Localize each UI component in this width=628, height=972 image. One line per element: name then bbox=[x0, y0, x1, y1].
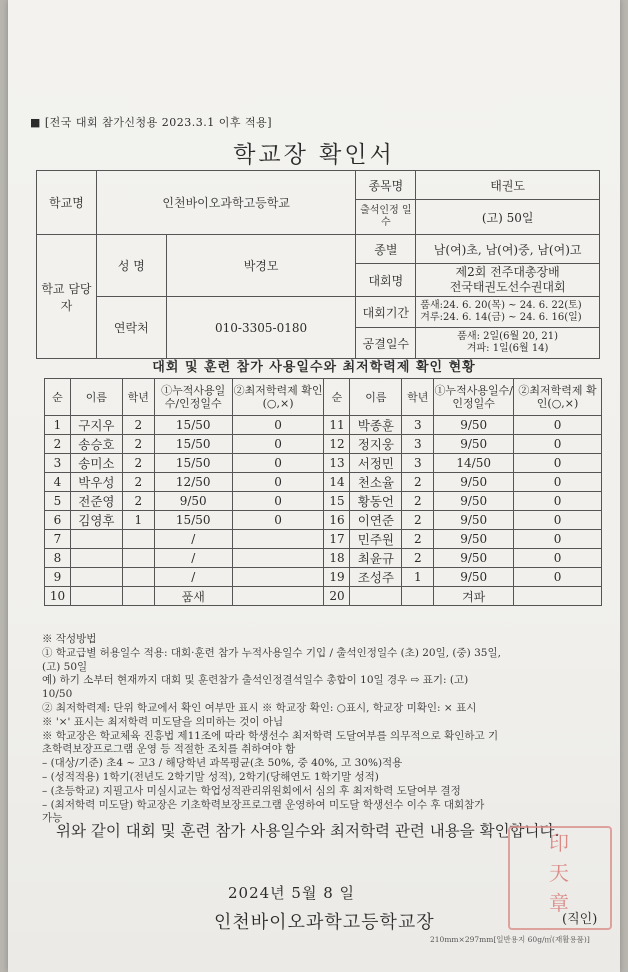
cell-days: 품새 bbox=[154, 587, 232, 606]
cell-name bbox=[350, 587, 402, 606]
cell-no: 20 bbox=[324, 587, 350, 606]
cell-no: 7 bbox=[45, 530, 71, 549]
cell-grade: 1 bbox=[402, 568, 434, 587]
cell-check: 0 bbox=[514, 568, 602, 587]
cell-grade bbox=[402, 587, 434, 606]
cell-no: 12 bbox=[324, 435, 350, 454]
note-line: 예) 하기 소부터 현재까지 대회 및 훈련참가 출석인정결석일수 총합이 10일 경우 ⇨ 표기: (고) bbox=[42, 674, 469, 687]
cell-check: 0 bbox=[232, 435, 324, 454]
cell-grade: 2 bbox=[122, 416, 154, 435]
cell-name: 김영후 bbox=[70, 511, 122, 530]
cell-days: / bbox=[154, 530, 232, 549]
competition-value bbox=[416, 264, 600, 297]
header-grade: 학년 bbox=[122, 379, 154, 416]
cell-no: 1 bbox=[45, 416, 71, 435]
cell-check: 0 bbox=[232, 416, 324, 435]
principal-signature: 인천바이오과학고등학교장 bbox=[214, 912, 435, 933]
header-grade: 학년 bbox=[402, 379, 434, 416]
note-line: 초학력보장프로그램 운영 등 적절한 조치를 취하여야 함 bbox=[42, 743, 296, 756]
cell-days: 9/50 bbox=[434, 568, 514, 587]
seal-label: (직인) bbox=[562, 912, 598, 927]
cell-grade: 2 bbox=[402, 511, 434, 530]
competition-line1: 제2회 전주대총장배 bbox=[455, 265, 560, 279]
category-value: 남(여)초, 남(여)중, 남(여)고 bbox=[416, 235, 600, 264]
cell-name: 황동언 bbox=[350, 492, 402, 511]
note-line: ② 최저학력제: 단위 학교에서 확인 여부만 표시 ※ 학교장 확인: ○표시, 학교장 미확인: × 표시 bbox=[42, 701, 477, 714]
cell-grade: 2 bbox=[122, 492, 154, 511]
cell-grade: 1 bbox=[122, 511, 154, 530]
table-row bbox=[45, 454, 602, 473]
period-line1: 품새:24. 6. 20(목) ~ 24. 6. 22(토) bbox=[420, 300, 582, 311]
official-line2: 겨파: 1일(6월 14) bbox=[466, 343, 549, 354]
note-line: (고) 50일 bbox=[42, 660, 88, 673]
note-line: 가능 bbox=[42, 812, 63, 825]
period-label: 대회기간 bbox=[356, 297, 416, 328]
writing-guide-notes bbox=[42, 633, 608, 826]
cell-name: 서정민 bbox=[350, 454, 402, 473]
cell-no: 3 bbox=[45, 454, 71, 473]
cell-name bbox=[70, 549, 122, 568]
cell-check bbox=[232, 568, 324, 587]
cell-days: / bbox=[154, 568, 232, 587]
header-no: 순 bbox=[324, 379, 350, 416]
cell-days: 겨파 bbox=[434, 587, 514, 606]
issue-date: 2024년 5월 8 일 bbox=[228, 884, 356, 902]
cell-check: 0 bbox=[232, 454, 324, 473]
cell-grade: 2 bbox=[402, 549, 434, 568]
cell-name: 조성주 bbox=[350, 568, 402, 587]
header-note: ■ [전국 대회 참가신청용 2023.3.1 이후 적용] bbox=[30, 116, 273, 129]
cell-name bbox=[70, 530, 122, 549]
note-line: ※ '×' 표시는 최저학력 미도달을 의미하는 것이 아님 bbox=[42, 715, 284, 728]
cell-check bbox=[232, 549, 324, 568]
cell-grade: 3 bbox=[402, 416, 434, 435]
table-row bbox=[45, 549, 602, 568]
cell-grade: 2 bbox=[122, 473, 154, 492]
cell-no: 17 bbox=[324, 530, 350, 549]
name-label: 성 명 bbox=[96, 235, 166, 297]
attend-value: (고) 50일 bbox=[416, 200, 600, 235]
official-label: 공결일수 bbox=[356, 328, 416, 359]
cell-days: 9/50 bbox=[434, 473, 514, 492]
cell-no: 5 bbox=[45, 492, 71, 511]
cell-days: 14/50 bbox=[434, 454, 514, 473]
table-row bbox=[45, 473, 602, 492]
cell-grade: 2 bbox=[402, 530, 434, 549]
cell-grade bbox=[122, 549, 154, 568]
cell-no: 2 bbox=[45, 435, 71, 454]
header-no: 순 bbox=[45, 379, 71, 416]
cell-name: 전준영 bbox=[70, 492, 122, 511]
cell-days: 15/50 bbox=[154, 435, 232, 454]
cell-days: 15/50 bbox=[154, 511, 232, 530]
cell-no: 15 bbox=[324, 492, 350, 511]
cell-check: 0 bbox=[514, 454, 602, 473]
note-line: – (성적적용) 1학기(전년도 2학기말 성적), 2학기(당해연도 1학기말 성적) bbox=[42, 770, 379, 783]
cell-name: 송미소 bbox=[70, 454, 122, 473]
table-row bbox=[45, 587, 602, 606]
note-line: ① 학교급별 허용일수 적용: 대회·훈련 참가 누적사용일수 기입 / 출석인정일수 (초) 20일, (중) 35일, bbox=[42, 646, 501, 659]
competition-label: 대회명 bbox=[356, 264, 416, 297]
cell-check: 0 bbox=[514, 435, 602, 454]
cell-grade: 2 bbox=[402, 473, 434, 492]
table-row bbox=[45, 511, 602, 530]
cell-days: 15/50 bbox=[154, 454, 232, 473]
cell-grade bbox=[122, 587, 154, 606]
official-value bbox=[416, 328, 600, 359]
cell-grade: 3 bbox=[402, 435, 434, 454]
header-days: ①누적사용일수/인정일수 bbox=[434, 379, 514, 416]
note-line: ※ 학교장은 학교체육 진흥법 제11조에 따라 학생선수 최저학력 도달여부를 의무적으로 확인하고 기 bbox=[42, 729, 499, 742]
cell-days: 9/50 bbox=[434, 416, 514, 435]
cell-no: 13 bbox=[324, 454, 350, 473]
cell-name: 구지우 bbox=[70, 416, 122, 435]
cell-no: 6 bbox=[45, 511, 71, 530]
cell-grade: 2 bbox=[122, 454, 154, 473]
cell-grade bbox=[122, 568, 154, 587]
cell-name bbox=[70, 568, 122, 587]
table-row bbox=[45, 492, 602, 511]
cell-days: 9/50 bbox=[154, 492, 232, 511]
cell-grade: 3 bbox=[402, 454, 434, 473]
cell-no: 4 bbox=[45, 473, 71, 492]
official-line1: 품새: 2일(6월 20, 21) bbox=[457, 331, 558, 342]
name-value: 박경모 bbox=[166, 235, 356, 297]
cell-name: 송승호 bbox=[70, 435, 122, 454]
cell-check: 0 bbox=[232, 511, 324, 530]
cell-no: 16 bbox=[324, 511, 350, 530]
cell-no: 8 bbox=[45, 549, 71, 568]
cell-no: 19 bbox=[324, 568, 350, 587]
note-line: – (초등학교) 지필고사 미실시교는 학업성적관리위원회에서 심의 후 최저학력 도달여부 결정 bbox=[42, 784, 461, 797]
cell-name: 정지웅 bbox=[350, 435, 402, 454]
note-line: 10/50 bbox=[42, 688, 73, 701]
cell-check: 0 bbox=[514, 492, 602, 511]
header-academic: ②최저학력제 확인(○,×) bbox=[232, 379, 324, 416]
cell-name bbox=[70, 587, 122, 606]
header-name: 이름 bbox=[350, 379, 402, 416]
school-info-table bbox=[36, 170, 600, 359]
cell-check: 0 bbox=[514, 530, 602, 549]
note-line: – (최저학력 미도달) 학교장은 기초학력보장프로그램 운영하여 미도달 학생선수 이수 후 대회참가 bbox=[42, 798, 485, 811]
cell-no: 14 bbox=[324, 473, 350, 492]
cell-check bbox=[514, 587, 602, 606]
event-value: 태권도 bbox=[416, 171, 600, 200]
school-label: 학교명 bbox=[37, 171, 97, 235]
cell-grade: 2 bbox=[122, 435, 154, 454]
period-line2: 겨루:24. 6. 14(금) ~ 24. 6. 16(일) bbox=[420, 312, 582, 323]
cell-no: 10 bbox=[45, 587, 71, 606]
cell-check: 0 bbox=[514, 416, 602, 435]
status-subtitle: 대회 및 훈련 참가 사용일수와 최저학력제 확인 현황 bbox=[152, 360, 476, 375]
cell-name: 이연준 bbox=[350, 511, 402, 530]
table-row bbox=[45, 435, 602, 454]
table-row bbox=[45, 530, 602, 549]
document-title: 학교장 확인서 bbox=[233, 142, 395, 168]
table-row bbox=[45, 416, 602, 435]
cell-name: 박종훈 bbox=[350, 416, 402, 435]
header-name: 이름 bbox=[70, 379, 122, 416]
note-line: – (대상/기준) 초4 ~ 고3 / 해당학년 과목평균(초 50%, 중 40%, 고 30%)적용 bbox=[42, 757, 403, 770]
cell-check bbox=[232, 587, 324, 606]
event-label: 종목명 bbox=[356, 171, 416, 200]
cell-no: 11 bbox=[324, 416, 350, 435]
cell-days: 9/50 bbox=[434, 530, 514, 549]
school-name: 인천바이오과학고등학교 bbox=[96, 171, 356, 235]
cell-days: 9/50 bbox=[434, 549, 514, 568]
table-header-row bbox=[45, 379, 602, 416]
cell-days: 9/50 bbox=[434, 435, 514, 454]
cell-days: 9/50 bbox=[434, 511, 514, 530]
note-line: ※ 작성방법 bbox=[42, 633, 97, 645]
category-label: 종별 bbox=[356, 235, 416, 264]
cell-name: 민주원 bbox=[350, 530, 402, 549]
manager-label: 학교 담당자 bbox=[37, 235, 97, 359]
cell-days: / bbox=[154, 549, 232, 568]
period-value bbox=[416, 297, 600, 328]
student-status-table bbox=[44, 378, 602, 606]
cell-days: 12/50 bbox=[154, 473, 232, 492]
cell-check: 0 bbox=[514, 549, 602, 568]
contact-value: 010-3305-0180 bbox=[166, 297, 356, 359]
cell-check: 0 bbox=[232, 473, 324, 492]
cell-days: 15/50 bbox=[154, 416, 232, 435]
cell-grade: 2 bbox=[402, 492, 434, 511]
confirmation-text: 위와 같이 대회 및 훈련 참가 사용일수와 최저학력 관련 내용을 확인합니다. bbox=[56, 822, 560, 840]
header-academic: ②최저학력제 확인(○,×) bbox=[514, 379, 602, 416]
cell-name: 천소율 bbox=[350, 473, 402, 492]
cell-name: 박우성 bbox=[70, 473, 122, 492]
paper-size-note: 210mm×297mm[일반용지 60g/㎡(재활용품)] bbox=[430, 935, 590, 944]
cell-check: 0 bbox=[514, 511, 602, 530]
cell-check bbox=[232, 530, 324, 549]
contact-label: 연락처 bbox=[96, 297, 166, 359]
cell-check: 0 bbox=[232, 492, 324, 511]
header-days: ①누적사용일수/인정일수 bbox=[154, 379, 232, 416]
official-seal: 印 天 章 bbox=[508, 826, 612, 930]
cell-check: 0 bbox=[514, 473, 602, 492]
cell-no: 9 bbox=[45, 568, 71, 587]
competition-line2: 전국태권도선수권대회 bbox=[449, 280, 566, 294]
cell-grade bbox=[122, 530, 154, 549]
attend-label: 출석인정 일수 bbox=[356, 200, 416, 235]
table-row bbox=[45, 568, 602, 587]
cell-no: 18 bbox=[324, 549, 350, 568]
cell-name: 최윤규 bbox=[350, 549, 402, 568]
cell-days: 9/50 bbox=[434, 492, 514, 511]
